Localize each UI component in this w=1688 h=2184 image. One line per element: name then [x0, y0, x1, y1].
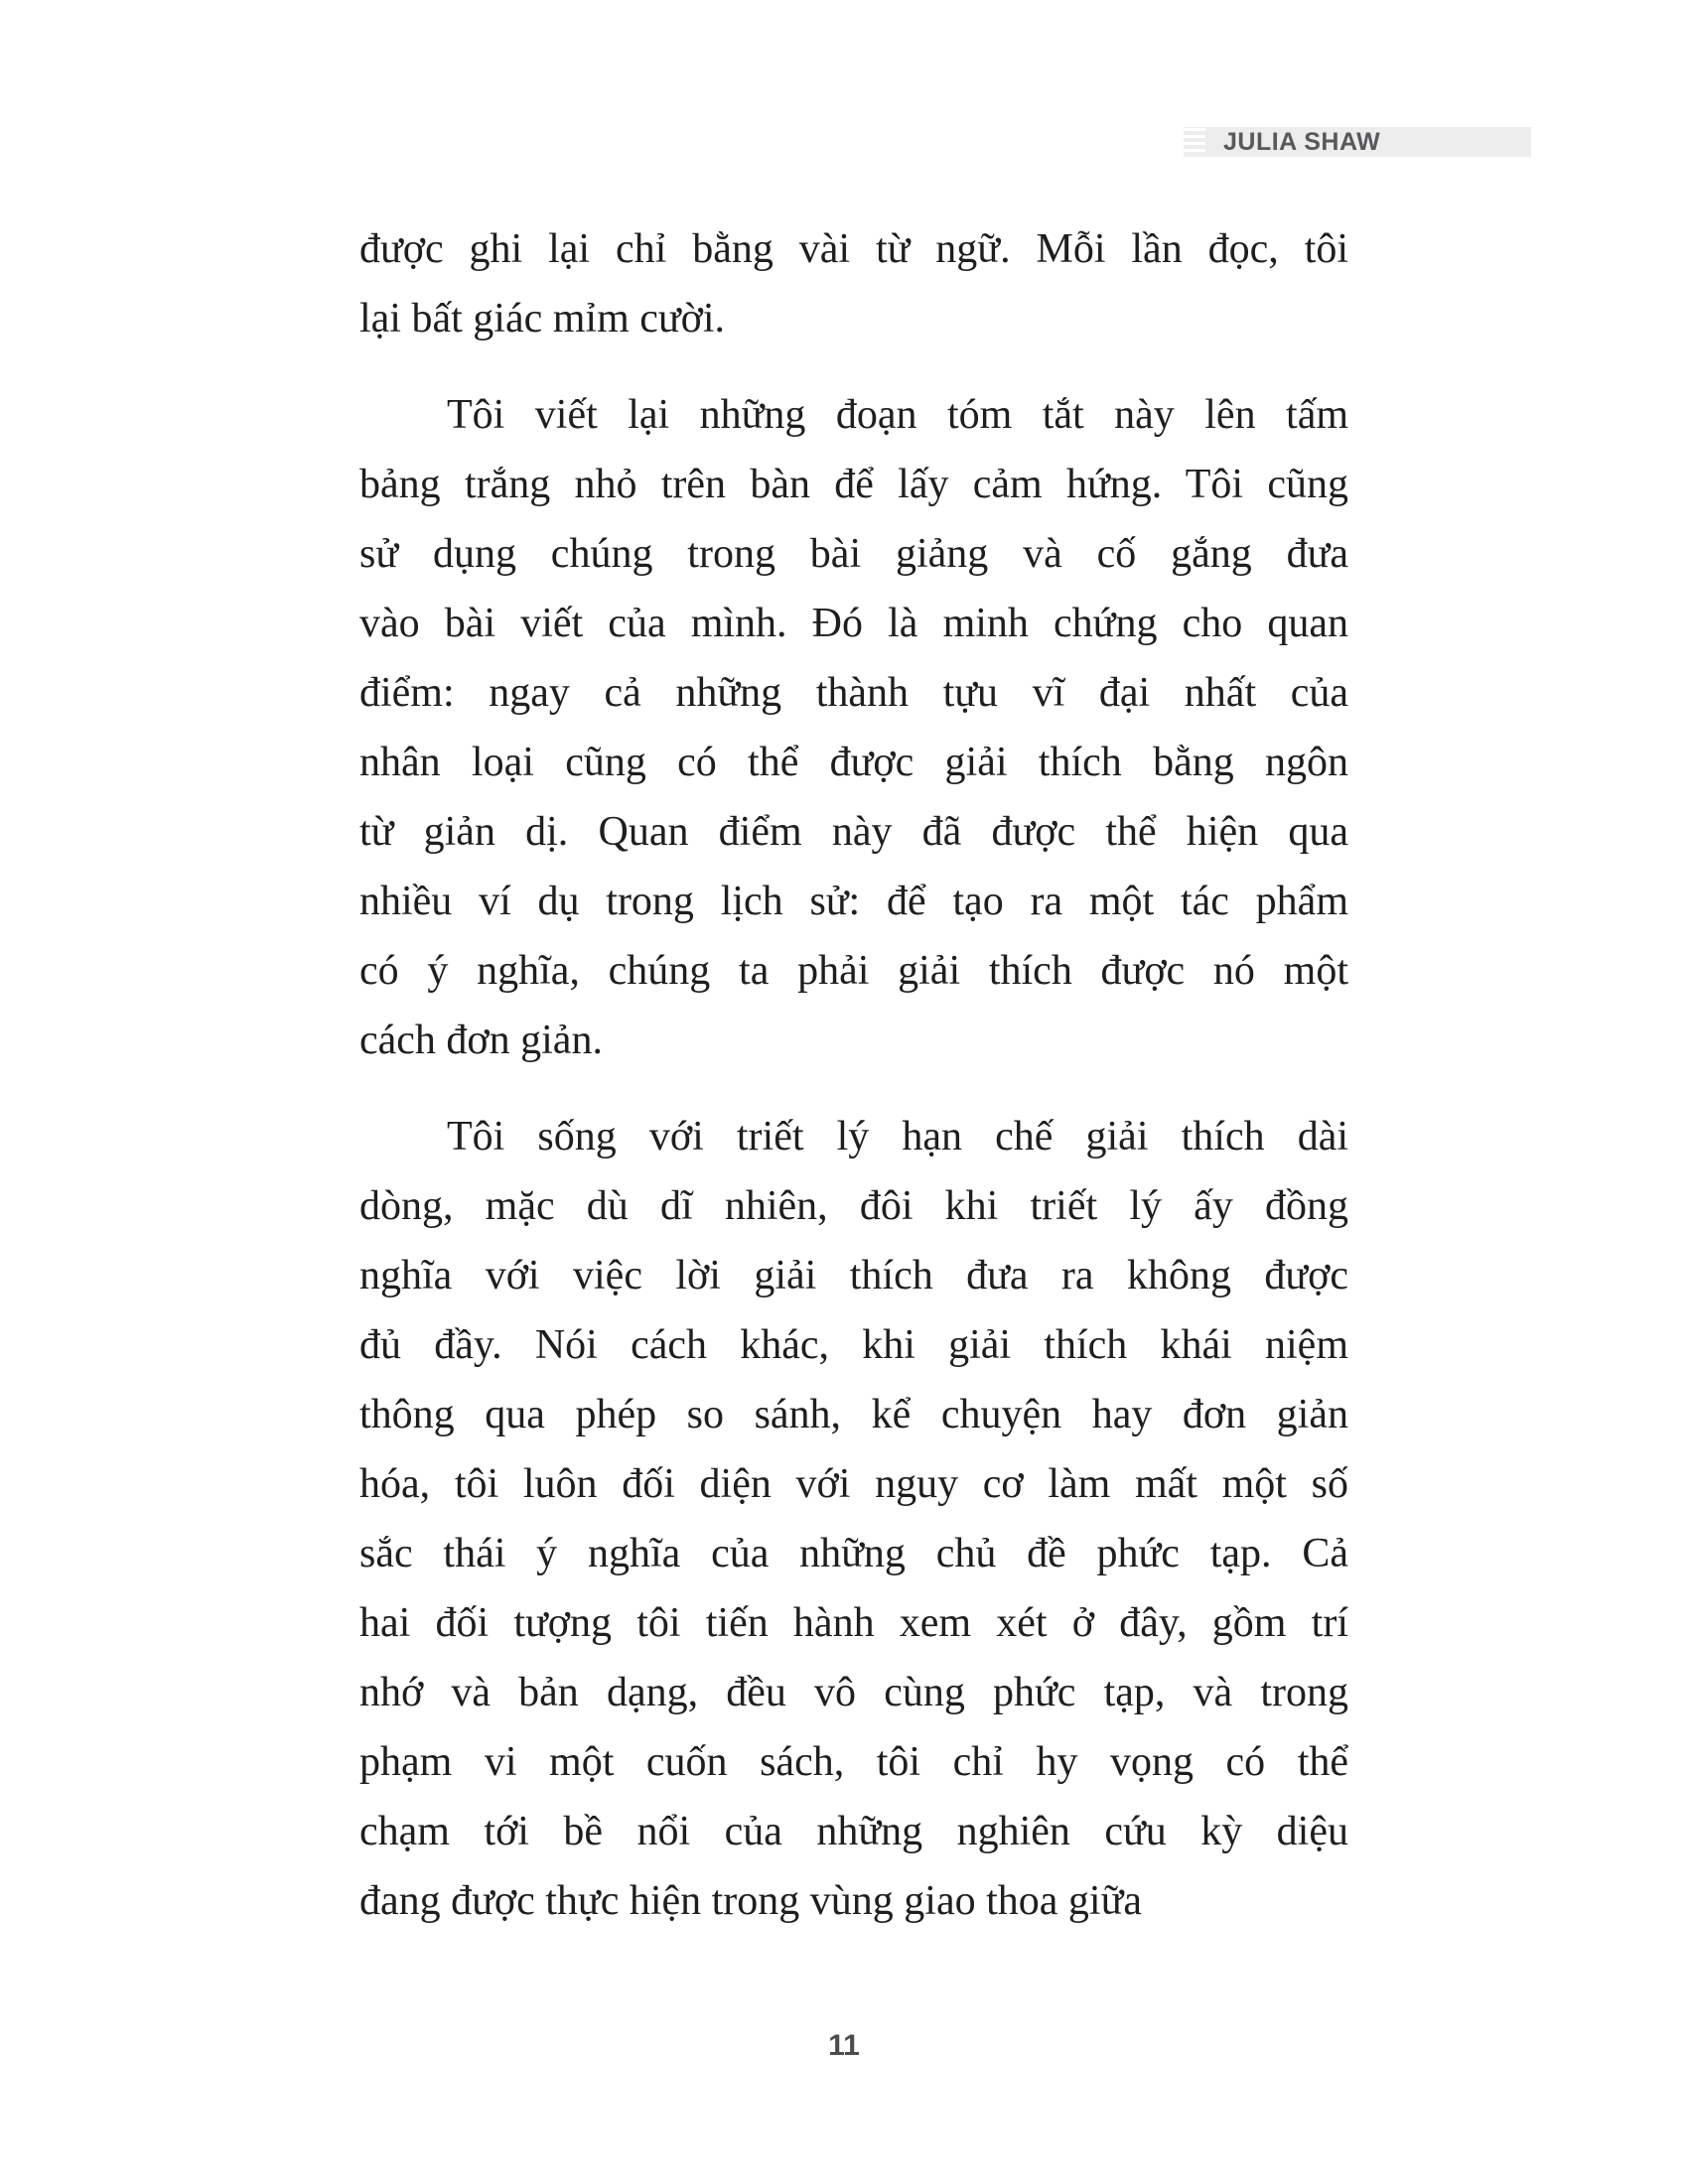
text-line: sử dụng chúng trong bài giảng và cố gắng đưa	[359, 531, 1348, 577]
running-head-author: JULIA SHAW	[1223, 128, 1381, 156]
text-line: nghĩa với việc lời giải thích đưa ra không được	[359, 1253, 1348, 1298]
paragraph	[359, 214, 1348, 353]
paragraph	[359, 380, 1348, 1075]
text-line: lại bất giác mỉm cười.	[359, 296, 726, 341]
text-line: Tôi viết lại những đoạn tóm tắt này lên tấm	[447, 392, 1348, 438]
text-line: đang được thực hiện trong vùng giao thoa giữa	[359, 1878, 1142, 1924]
text-line: điểm: ngay cả những thành tựu vĩ đại nhất của	[359, 670, 1348, 716]
text-line: đủ đầy. Nói cách khác, khi giải thích khái niệm	[359, 1322, 1348, 1368]
text-line: được ghi lại chỉ bằng vài từ ngữ. Mỗi lần đọc, tôi	[359, 226, 1348, 272]
running-head-band	[1184, 127, 1531, 157]
text-line: nhớ và bản dạng, đều vô cùng phức tạp, và trong	[359, 1670, 1348, 1715]
text-line: thông qua phép so sánh, kể chuyện hay đơn giản	[359, 1392, 1348, 1437]
text-line: Tôi sống với triết lý hạn chế giải thích dài	[447, 1114, 1348, 1160]
text-line: cách đơn giản.	[359, 1018, 603, 1063]
text-line: vào bài viết của mình. Đó là minh chứng cho quan	[359, 601, 1348, 646]
text-line: từ giản dị. Quan điểm này đã được thể hiện qua	[359, 809, 1348, 855]
text-line: hóa, tôi luôn đối diện với nguy cơ làm mất một số	[359, 1461, 1348, 1507]
text-line: nhân loại cũng có thể được giải thích bằng ngôn	[359, 740, 1348, 785]
paragraph	[359, 1102, 1348, 1936]
text-line: dòng, mặc dù dĩ nhiên, đôi khi triết lý ấy đồng	[359, 1183, 1348, 1229]
text-line: bảng trắng nhỏ trên bàn để lấy cảm hứng. Tôi cũng	[359, 462, 1348, 507]
text-line: chạm tới bề nổi của những nghiên cứu kỳ diệu	[359, 1809, 1348, 1854]
text-line: có ý nghĩa, chúng ta phải giải thích được nó một	[359, 948, 1348, 994]
text-line: phạm vi một cuốn sách, tôi chỉ hy vọng có thể	[359, 1739, 1348, 1785]
body-text	[359, 214, 1348, 1936]
page-number: 11	[828, 2029, 860, 2062]
text-line: hai đối tượng tôi tiến hành xem xét ở đây, gồm trí	[359, 1600, 1348, 1646]
text-line: sắc thái ý nghĩa của những chủ đề phức tạp. Cả	[359, 1531, 1348, 1576]
text-line: nhiều ví dụ trong lịch sử: để tạo ra một tác phẩm	[359, 879, 1348, 924]
